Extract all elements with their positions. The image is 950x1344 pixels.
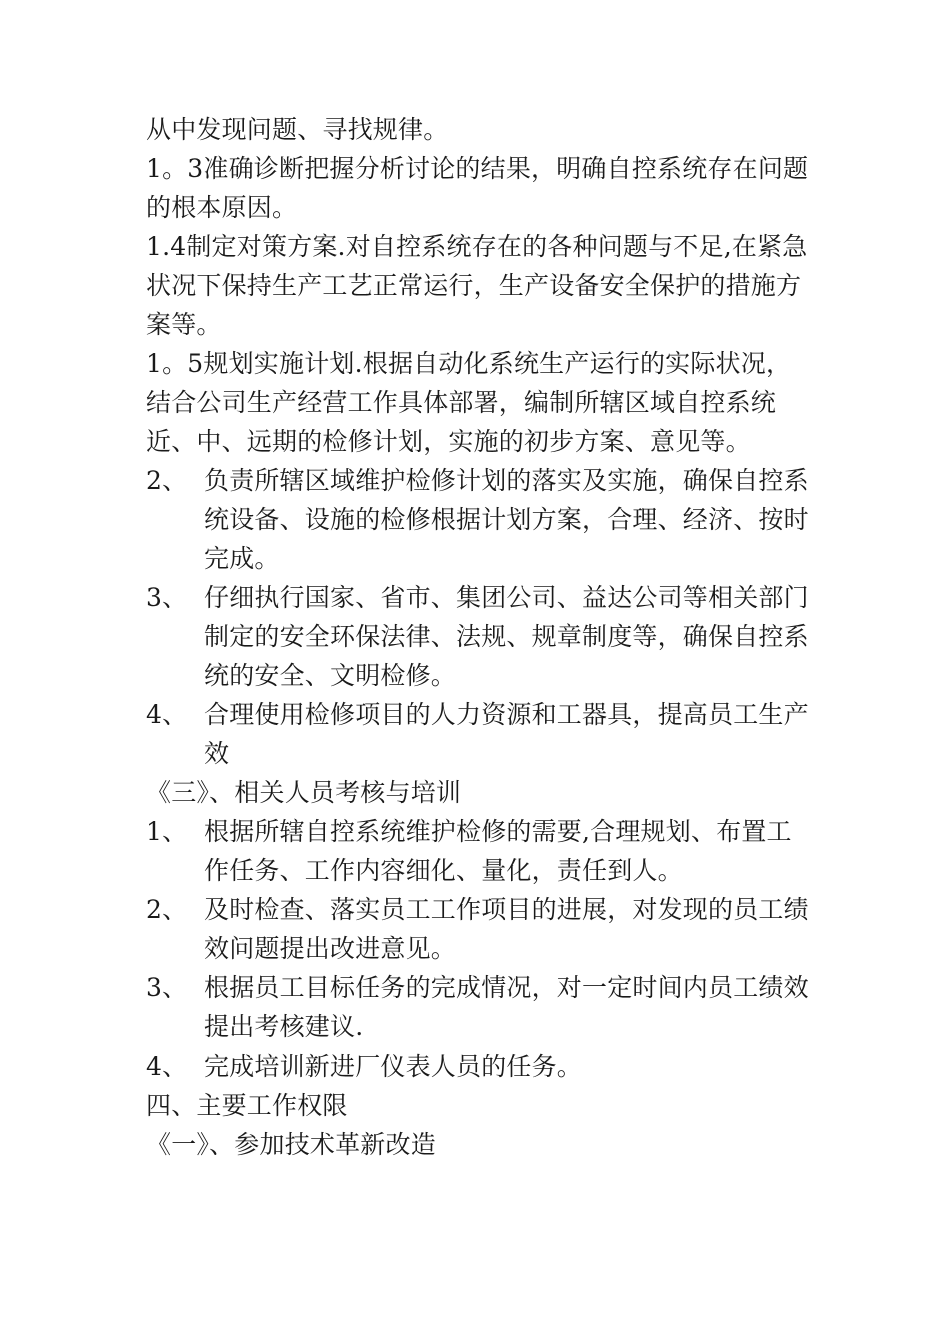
list-item-text: 完成培训新进厂仪表人员的任务。: [204, 1052, 583, 1081]
list-item: [146, 578, 811, 695]
list-item: [146, 1047, 811, 1086]
list-item: [146, 968, 811, 1046]
list-item-number: 3、: [146, 973, 188, 1002]
chapter-heading: 四、主要工作权限: [146, 1091, 348, 1120]
list-item-number: 1、: [146, 817, 188, 846]
list-item-text: 及时检查、落实员工工作项目的进展，对发现的员工绩效问题提出改进意见。: [204, 895, 809, 963]
paragraph: 1。5规划实施计划.根据自动化系统生产运行的实际状况，结合公司生产经营工作具体部署，编制所辖区域自控系统近、中、远期的检修计划，实施的初步方案、意见等。: [146, 349, 792, 456]
section-heading: 《一》、参加技术革新改造: [146, 1130, 436, 1159]
paragraph: 1。3准确诊断把握分析讨论的结果，明确自控系统存在问题的根本原因。: [146, 154, 809, 222]
list-item: [146, 812, 811, 890]
list-item-number: 2、: [146, 466, 188, 495]
list-item-number: 4、: [146, 1052, 188, 1081]
paragraph: 1.4制定对策方案.对自控系统存在的各种问题与不足,在紧急状况下保持生产工艺正常运行，生产设备安全保护的措施方案等。: [146, 232, 808, 339]
document-body: [146, 110, 811, 1164]
list-item: [146, 890, 811, 968]
list-item-number: 3、: [146, 583, 188, 612]
list-item-text: 负责所辖区域维护检修计划的落实及实施，确保自控系统设备、设施的检修根据计划方案，合理、经济、按时完成。: [204, 466, 809, 573]
list-item-text: 合理使用检修项目的人力资源和工器具，提高员工生产效: [204, 700, 809, 768]
section-heading: 《三》、相关人员考核与培训: [146, 778, 462, 807]
list-item: [146, 695, 811, 773]
list-item: [146, 461, 811, 578]
list-item-number: 4、: [146, 700, 188, 729]
paragraph: 从中发现问题、寻找规律。: [146, 115, 449, 144]
list-item-text: 根据所辖自控系统维护检修的需要,合理规划、布置工作任务、工作内容细化、量化，责任到人。: [204, 817, 792, 885]
list-item-text: 根据员工目标任务的完成情况，对一定时间内员工绩效提出考核建议.: [204, 973, 809, 1041]
list-item-number: 2、: [146, 895, 188, 924]
list-item-text: 仔细执行国家、省市、集团公司、益达公司等相关部门制定的安全环保法律、法规、规章制度等，确保自控系统的安全、文明检修。: [204, 583, 809, 690]
